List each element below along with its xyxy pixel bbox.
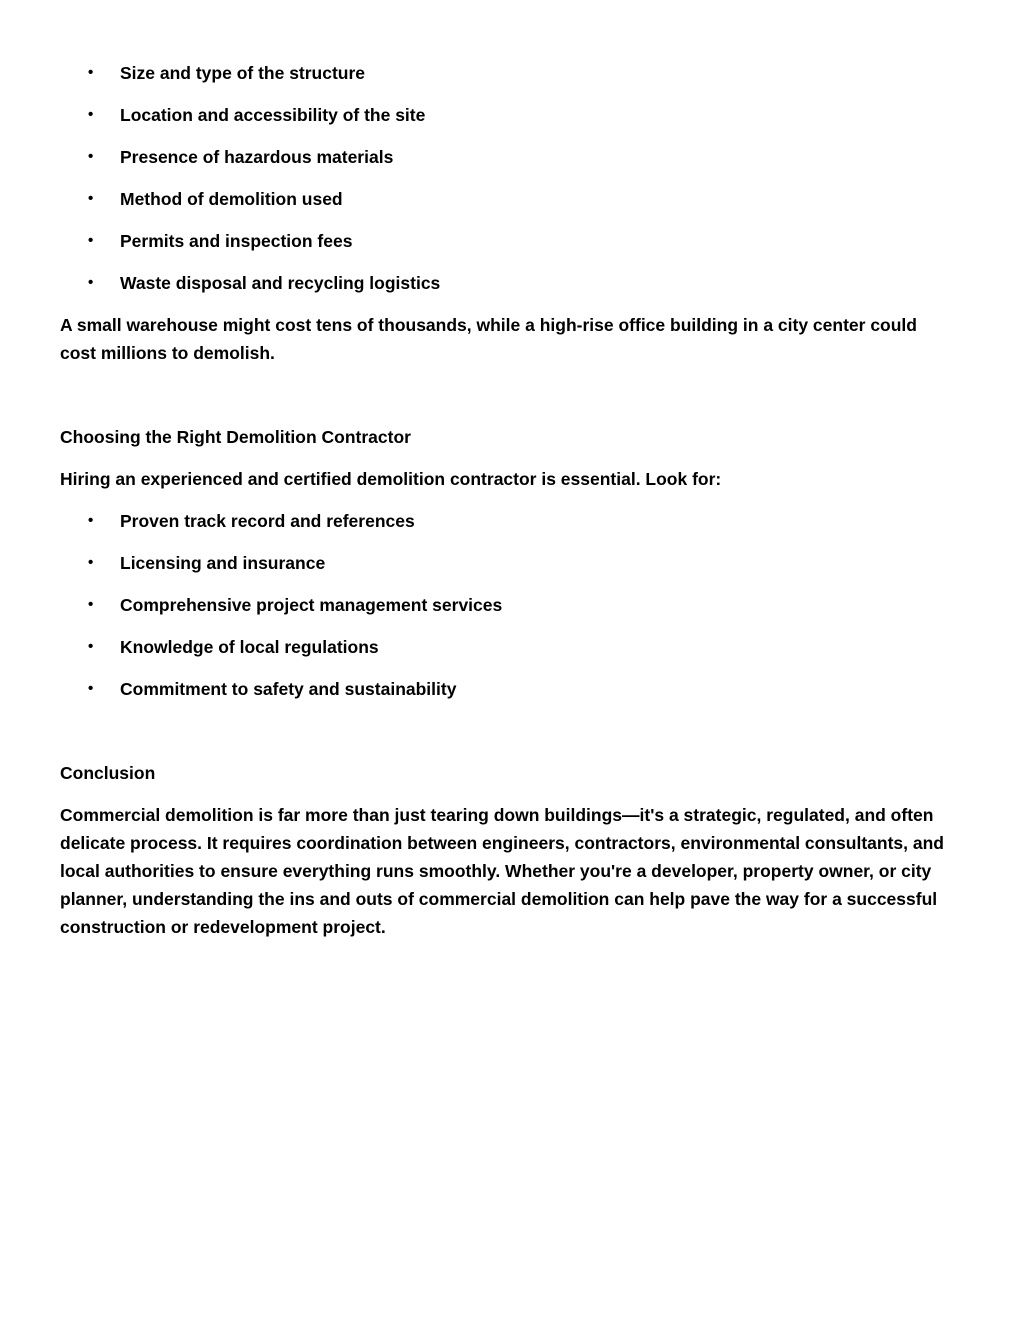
list-item (60, 269, 955, 297)
bullet-icon: • (88, 512, 94, 529)
list-item-text: Comprehensive project management services (120, 595, 503, 615)
document-body (60, 59, 955, 955)
cost-paragraph: A small warehouse might cost tens of thousands, while a high-rise office building in a city center could cost millions to demolish. (60, 315, 917, 363)
contractor-heading: Choosing the Right Demolition Contractor (60, 427, 411, 447)
section-spacer (60, 381, 955, 423)
conclusion-paragraph: Commercial demolition is far more than just tearing down buildings—it's a strategic, regulated, and often delicate process. It requires coordination between engineers, contractors, environmental consultants, and local authorities to ensure everything runs smoothly. Whether you're a developer, property owner, or city planner, understanding the ins and outs of commercial demolition can help pave the way for a successful construction or redevelopment project. (60, 805, 944, 937)
list-item (60, 507, 955, 535)
bullet-icon: • (88, 232, 94, 249)
list-item (60, 675, 955, 703)
list-item (60, 143, 955, 171)
section-spacer (60, 717, 955, 759)
list-item-text: Proven track record and references (120, 511, 415, 531)
bullet-icon: • (88, 106, 94, 123)
bullet-icon: • (88, 274, 94, 291)
list-item-text: Licensing and insurance (120, 553, 326, 573)
list-item-text: Waste disposal and recycling logistics (120, 273, 441, 293)
contractor-criteria-list (60, 507, 955, 703)
list-item (60, 101, 955, 129)
list-item (60, 633, 955, 661)
list-item (60, 549, 955, 577)
contractor-intro: Hiring an experienced and certified demolition contractor is essential. Look for: (60, 469, 722, 489)
list-item-text: Location and accessibility of the site (120, 105, 426, 125)
list-item (60, 227, 955, 255)
list-item-text: Method of demolition used (120, 189, 343, 209)
bullet-icon: • (88, 638, 94, 655)
bullet-icon: • (88, 554, 94, 571)
conclusion-heading: Conclusion (60, 763, 156, 783)
list-item-text: Commitment to safety and sustainability (120, 679, 457, 699)
list-item-text: Permits and inspection fees (120, 231, 353, 251)
bullet-icon: • (88, 64, 94, 81)
bullet-icon: • (88, 596, 94, 613)
bullet-icon: • (88, 148, 94, 165)
list-item-text: Knowledge of local regulations (120, 637, 379, 657)
list-item (60, 59, 955, 87)
list-item (60, 591, 955, 619)
bullet-icon: • (88, 190, 94, 207)
cost-factors-list (60, 59, 955, 297)
list-item-text: Presence of hazardous materials (120, 147, 394, 167)
bullet-icon: • (88, 680, 94, 697)
list-item (60, 185, 955, 213)
list-item-text: Size and type of the structure (120, 63, 366, 83)
